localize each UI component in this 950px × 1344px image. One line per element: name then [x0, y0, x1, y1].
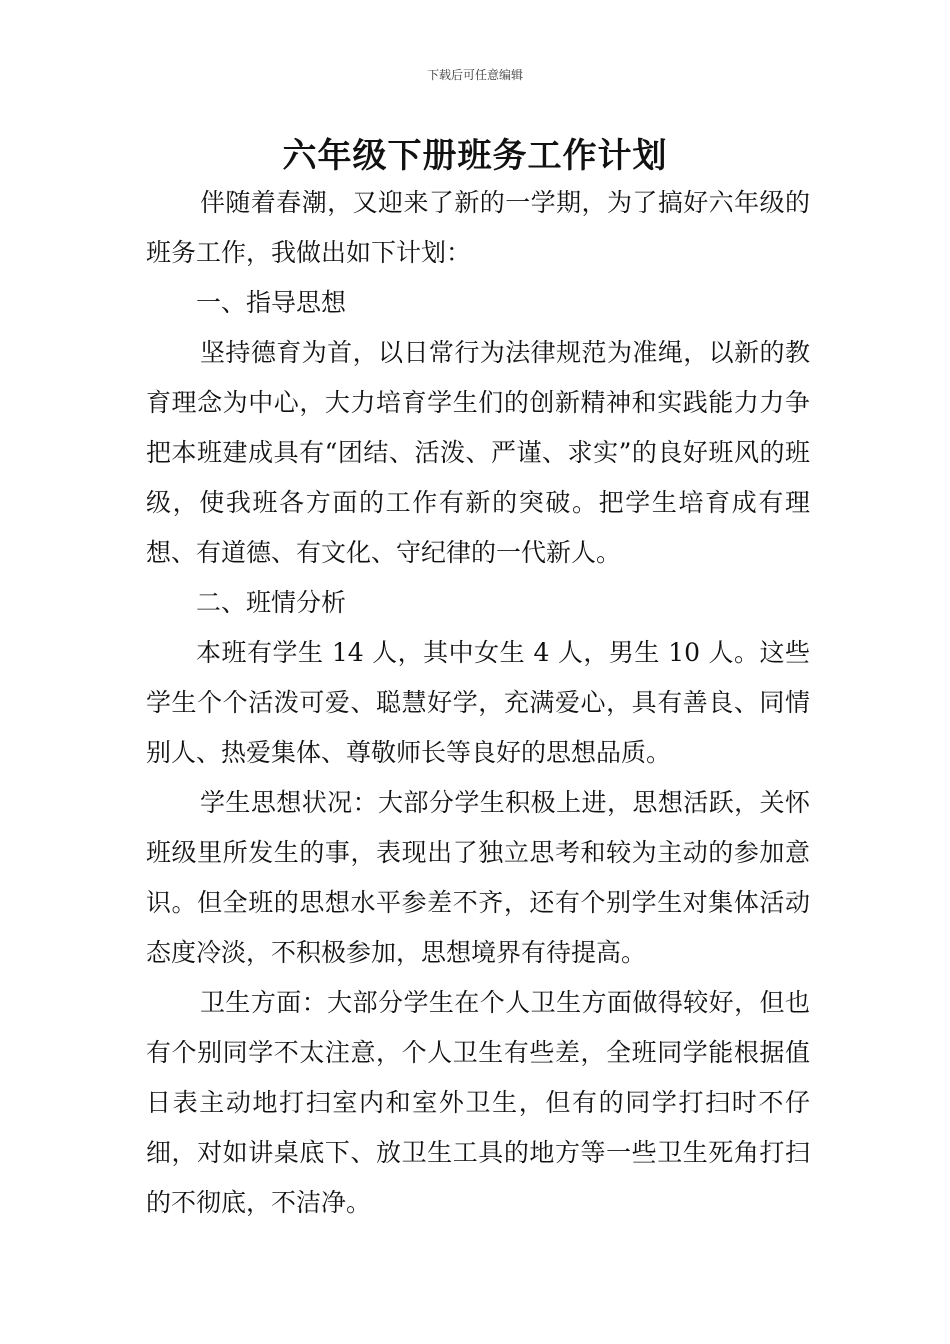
student-thought-paragraph: 学生思想状况：大部分学生积极上进，思想活跃，关怀班级里所发生的事，表现出了独立思考和较为主动的参加意识。但全班的思想水平参差不齐，还有个别学生对集体活动态度冷淡，不积极参加，思想境界有待提高。: [146, 788, 810, 967]
class-analysis-paragraph: 本班有学生 14 人，其中女生 4 人，男生 10 人。这些学生个个活泼可爱、聪慧好学，充满爱心，具有善良、同情别人、热爱集体、尊敬师长等良好的思想品质。: [146, 638, 810, 767]
page-title: 六年级下册班务工作计划: [282, 136, 668, 176]
hygiene-paragraph: 卫生方面：大部分学生在个人卫生方面做得较好，但也有个别同学不太注意，个人卫生有些差，全班同学能根据值日表主动地打扫室内和室外卫生，但有的同学打扫时不仔细，对如讲桌底下、放卫生工具的地方等一些卫生死角打扫的不彻底，不洁净。: [146, 988, 810, 1217]
document-body: [146, 178, 810, 1228]
section-heading-class-analysis: 二、班情分析: [196, 588, 347, 617]
header-note: 下载后可任意编辑: [426, 68, 523, 82]
guiding-ideology-paragraph: 坚持德育为首，以日常行为法律规范为准绳，以新的教育理念为中心，大力培育学生们的创新精神和实践能力力争把本班建成具有“团结、活泼、严谨、求实”的良好班风的班级，使我班各方面的工作有新的突破。把学生培育成有理想、有道德、有文化、守纪律的一代新人。: [146, 338, 810, 567]
section-heading-guiding-ideology: 一、指导思想: [196, 288, 347, 317]
intro-paragraph: 伴随着春潮，又迎来了新的一学期，为了搞好六年级的班务工作，我做出如下计划：: [146, 188, 810, 267]
